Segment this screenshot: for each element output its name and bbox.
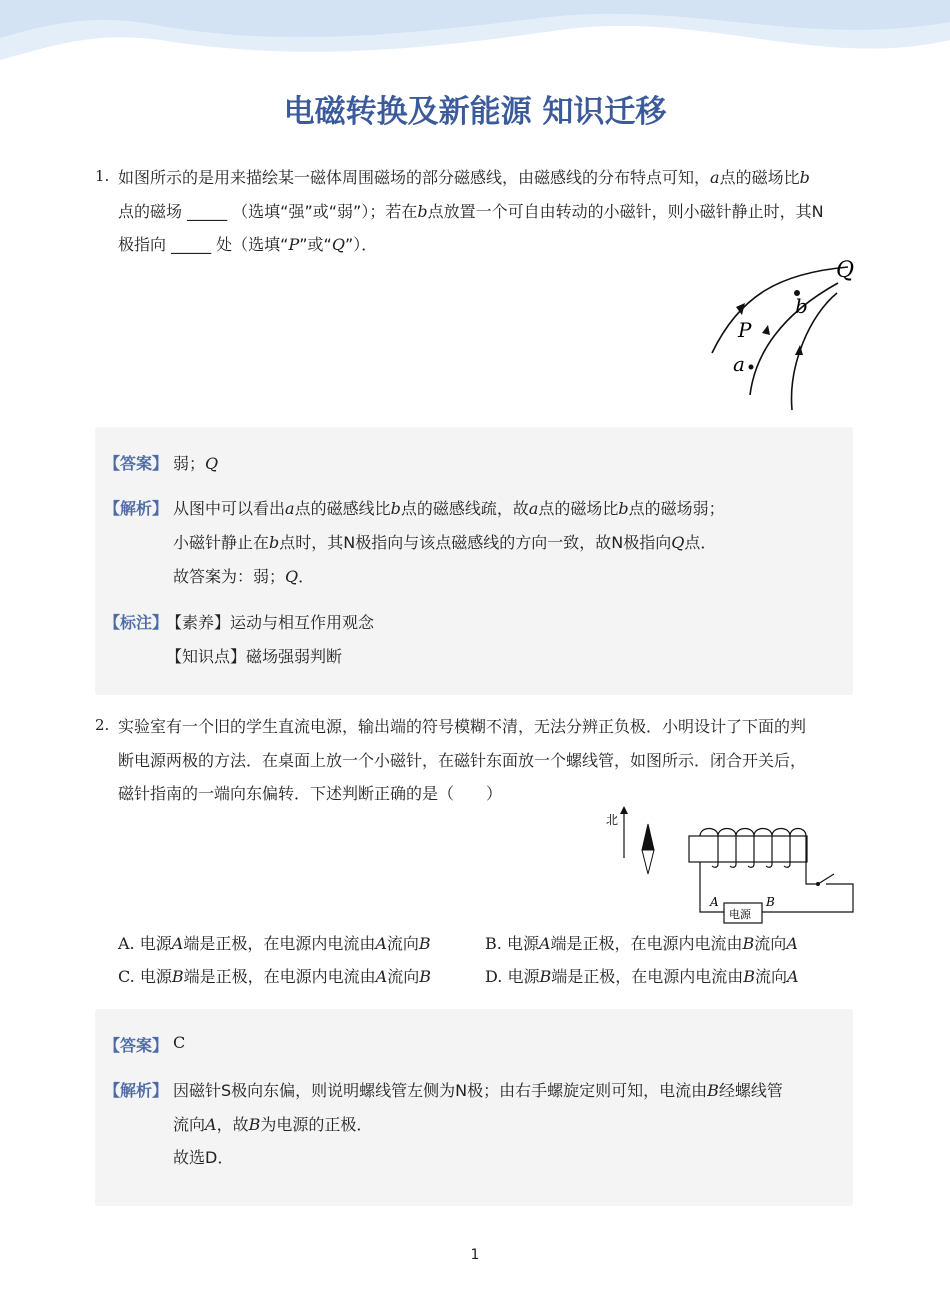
arrow-head (762, 325, 770, 335)
option-b[interactable]: B. 电源A端是正极，在电源内电流由B流向A (485, 934, 798, 953)
option-d[interactable]: D. 电源B端是正极，在电源内电流由B流向A (485, 967, 799, 986)
power-supply-label: 电源 (729, 908, 751, 921)
solenoid-circuit-figure (600, 800, 858, 928)
option-a[interactable]: A. 电源A端是正极，在电源内电流由A流向B (118, 934, 431, 953)
page-title: 电磁转换及新能源 知识迁移 (283, 94, 667, 130)
note-line: 【知识点】磁场强弱判断 (166, 647, 343, 666)
analysis-tag: 【解析】 (104, 499, 169, 518)
note-tag: 【标注】 (104, 613, 169, 632)
question-text-line: 点的磁场 _____ （选填“强”或“弱”）；若在b点放置一个可自由转动的小磁针，则小磁针静止时，其N (118, 202, 824, 221)
terminal-A-label: A (710, 895, 719, 909)
question-text-line: 如图所示的是用来描绘某一磁体周围磁场的部分磁感线，由磁感线的分布特点可知，a点的磁场比b (118, 168, 810, 187)
answer-tag: 【答案】 (104, 1036, 169, 1055)
analysis-line: 从图中可以看出a点的磁感线比b点的磁感线疏，故a点的磁场比b点的磁场弱； (173, 499, 725, 518)
analysis-line: 故答案为：弱；Q． (173, 567, 315, 586)
answer-text: 弱；Q (173, 454, 219, 473)
page-number: 1 (470, 1247, 480, 1263)
analysis-line: 流向A，故B为电源的正极． (173, 1115, 373, 1134)
magnetic-field-lines-figure (700, 255, 870, 420)
option-c[interactable]: C. 电源B端是正极，在电源内电流由A流向B (118, 967, 431, 986)
point-a (749, 365, 754, 370)
question-text-line: 极指向 _____ 处（选填“P”或“Q”）． (118, 235, 378, 254)
analysis-line: 小磁针静止在b点时，其N极指向与该点磁感线的方向一致，故N极指向Q点． (173, 533, 717, 552)
question-number: 2. (95, 716, 110, 734)
question-number: 1. (95, 167, 110, 185)
analysis-line: 因磁针S极向东偏，则说明螺线管左侧为N极；由右手螺旋定则可知，电流由B经螺线管 (173, 1081, 783, 1100)
analysis-line: 故选D． (173, 1148, 234, 1167)
analysis-tag: 【解析】 (104, 1081, 169, 1100)
compass-needle-icon (642, 824, 654, 874)
circuit-wires (700, 862, 853, 912)
answer-box (95, 1009, 853, 1206)
field-line (712, 267, 848, 353)
label-P: P (738, 318, 752, 342)
label-Q: Q (836, 258, 855, 283)
note-line: 【素养】运动与相互作用观念 (166, 613, 375, 632)
question-text-line: 磁针指南的一端向东偏转．下述判断正确的是（ ） (118, 784, 503, 803)
solenoid-icon (689, 829, 807, 868)
header-wave-banner (0, 0, 950, 70)
field-line (750, 283, 838, 395)
question-text-line: 断电源两极的方法．在桌面上放一个小磁针，在磁针东面放一个螺线管，如图所示．闭合开关后， (118, 751, 807, 770)
answer-tag: 【答案】 (104, 454, 169, 473)
label-a: a (733, 352, 745, 376)
north-label: 北 (606, 813, 619, 827)
label-b: b (795, 294, 808, 318)
question-text-line: 实验室有一个旧的学生直流电源，输出端的符号模糊不清，无法分辨正负极．小明设计了下面的判 (118, 717, 807, 736)
answer-text: C (173, 1033, 186, 1052)
switch-icon (818, 874, 834, 884)
terminal-B-label: B (766, 895, 775, 909)
